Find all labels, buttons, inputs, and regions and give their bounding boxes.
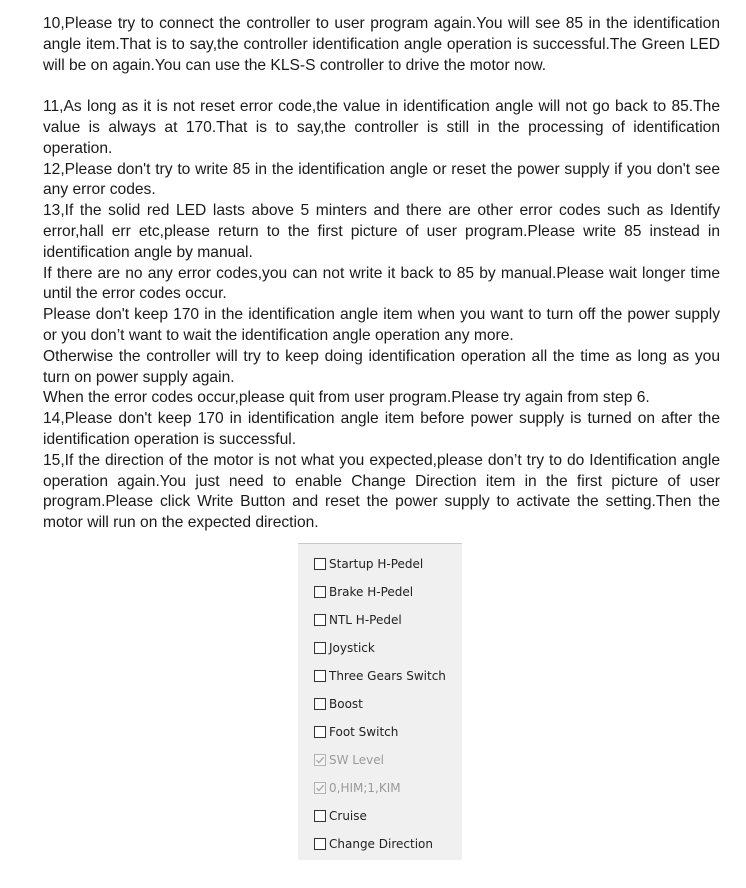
checkbox-checked-disabled xyxy=(314,754,326,766)
option-label: Cruise xyxy=(329,809,367,823)
checkbox[interactable] xyxy=(314,726,326,738)
option-label: NTL H-Pedel xyxy=(329,613,402,627)
option-him-kim xyxy=(314,779,401,797)
option-foot-switch[interactable] xyxy=(314,723,398,741)
option-label: 0,HIM;1,KIM xyxy=(329,781,401,795)
paragraph-quit-program: When the error codes occur,please quit from user program.Please try again from step 6. xyxy=(43,389,650,407)
option-change-direction[interactable] xyxy=(314,835,433,853)
paragraph-step-13: 13,If the solid red LED lasts above 5 minters and there are other error codes such as Identify error,hall err etc,please return to the first picture of user program.Please write 85 instead in identification angle by manual. xyxy=(43,202,720,261)
option-label: Boost xyxy=(329,697,363,711)
checkbox[interactable] xyxy=(314,558,326,570)
paragraph-dont-keep-170: Please don't keep 170 in the identification angle item when you want to turn off the power supply or you don’t want to wait the identification angle operation any more. xyxy=(43,306,720,344)
option-label: Foot Switch xyxy=(329,725,399,739)
paragraph-no-error-codes: If there are no any error codes,you can not write it back to 85 by manual.Please wait longer time until the error codes occur. xyxy=(43,264,720,303)
paragraph-step-11: 11,As long as it is not reset error code,the value in identification angle will not go back to 85.The value is always at 170.That is to say,the controller is still in the processing of identification operation. xyxy=(43,98,720,157)
paragraph-step-14: 14,Please don't keep 170 in identification angle item before power supply is turned on after the identification operation is successful. xyxy=(43,410,720,448)
option-boost[interactable] xyxy=(314,695,363,713)
option-label: Startup H-Pedel xyxy=(329,557,424,571)
paragraph-otherwise: Otherwise the controller will try to keep doing identification operation all the time as long as you turn on power supply again. xyxy=(43,347,720,386)
option-three-gears-switch[interactable] xyxy=(314,667,446,685)
option-sw-level xyxy=(314,751,384,769)
instruction-text xyxy=(43,14,720,534)
checkbox[interactable] xyxy=(314,614,326,626)
option-label: Joystick xyxy=(329,641,375,655)
option-joystick[interactable] xyxy=(314,639,375,657)
checkmark-icon xyxy=(315,783,325,793)
checkbox[interactable] xyxy=(314,642,326,654)
checkmark-icon xyxy=(315,755,325,765)
checkbox[interactable] xyxy=(314,838,326,850)
option-label: Three Gears Switch xyxy=(329,669,446,683)
option-startup-h-pedel[interactable] xyxy=(314,555,423,573)
paragraph-step-10: 10,Please try to connect the controller to user program again.You will see 85 in the identification angle item.That is to say,the controller identification angle operation is successful.The Green LED will be on again.You can use the KLS-S controller to drive the motor now. xyxy=(43,15,720,74)
checkbox[interactable] xyxy=(314,586,326,598)
paragraph-step-15: 15,If the direction of the motor is not what you expected,please don’t try to do Identification angle operation again.You just need to enable Change Direction item in the first picture of user program.Please click Write Button and reset the power supply to activate the setting.Then the motor will run on the expected direction. xyxy=(43,451,720,532)
options-panel xyxy=(298,543,462,860)
checkbox[interactable] xyxy=(314,698,326,710)
checkbox[interactable] xyxy=(314,670,326,682)
option-label: Change Direction xyxy=(329,837,433,851)
checkbox-checked-disabled xyxy=(314,782,326,794)
option-ntl-h-pedel[interactable] xyxy=(314,611,402,629)
option-cruise[interactable] xyxy=(314,807,367,825)
option-label: SW Level xyxy=(329,753,384,767)
paragraph-step-12: 12,Please don't try to write 85 in the identification angle or reset the power supply if you don't see any error codes. xyxy=(43,160,720,199)
checkbox[interactable] xyxy=(314,810,326,822)
option-brake-h-pedel[interactable] xyxy=(314,583,413,601)
option-label: Brake H-Pedel xyxy=(329,585,414,599)
